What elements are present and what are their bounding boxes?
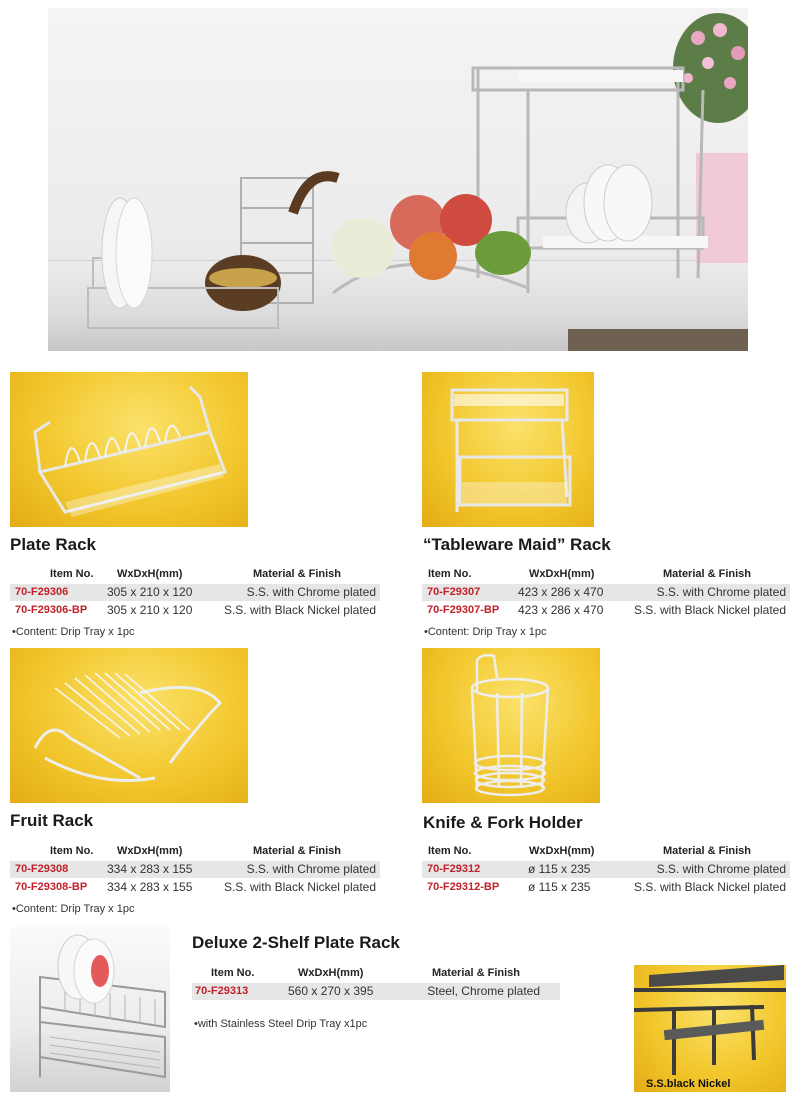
item-dims: 560 x 270 x 395 xyxy=(288,984,374,998)
item-code: 70-F29308 xyxy=(15,863,69,875)
column-header-dims: WxDxH(mm) xyxy=(298,967,364,979)
spec-table xyxy=(10,566,380,618)
content-note: •Content: Drip Tray x 1pc xyxy=(424,626,547,638)
column-header-dims: WxDxH(mm) xyxy=(117,845,183,857)
item-material: S.S. with Black Nickel plated xyxy=(223,603,376,617)
item-material: S.S. with Chrome plated xyxy=(246,585,376,599)
item-dims: 423 x 286 x 470 xyxy=(518,603,604,617)
product-title: Deluxe 2-Shelf Plate Rack xyxy=(192,933,400,952)
spec-table xyxy=(422,843,790,895)
column-header-item: Item No. xyxy=(428,845,472,857)
product-title: Knife & Fork Holder xyxy=(423,813,583,832)
item-code: 70-F29306 xyxy=(15,586,69,598)
black-nickel-swatch-photo xyxy=(634,965,786,1092)
spec-table xyxy=(10,843,380,895)
table-row xyxy=(422,861,790,878)
table-row xyxy=(422,879,790,896)
product-title: Fruit Rack xyxy=(10,811,94,830)
item-code: 70-F29307 xyxy=(427,586,481,598)
column-header-material: Material & Finish xyxy=(663,568,752,580)
content-note: •Content: Drip Tray x 1pc xyxy=(12,903,135,915)
column-header-dims: WxDxH(mm) xyxy=(529,845,595,857)
item-code: 70-F29312-BP xyxy=(427,881,500,893)
item-dims: 334 x 283 x 155 xyxy=(107,880,193,894)
item-dims: 423 x 286 x 470 xyxy=(518,585,604,599)
item-material: Steel, Chrome plated xyxy=(427,984,540,998)
table-row xyxy=(422,584,790,601)
item-dims: 334 x 283 x 155 xyxy=(107,862,193,876)
item-dims: ø 115 x 235 xyxy=(528,880,591,894)
table-row xyxy=(192,983,560,1000)
item-code: 70-F29306-BP xyxy=(15,604,88,616)
item-material: S.S. with Chrome plated xyxy=(246,862,376,876)
content-note: •Content: Drip Tray x 1pc xyxy=(12,626,135,638)
deluxe-plate-rack-photo xyxy=(10,927,170,1092)
item-dims: 305 x 210 x 120 xyxy=(107,603,193,617)
knife-fork-holder-photo xyxy=(422,648,600,803)
column-header-material: Material & Finish xyxy=(432,967,521,979)
column-header-item: Item No. xyxy=(428,568,472,580)
fruit-rack-photo xyxy=(10,648,248,803)
table-row xyxy=(422,602,790,619)
column-header-item: Item No. xyxy=(50,568,94,580)
item-material: S.S. with Chrome plated xyxy=(656,862,786,876)
content-note: •with Stainless Steel Drip Tray x1pc xyxy=(194,1018,368,1030)
spec-table xyxy=(422,566,790,618)
product-title: “Tableware Maid” Rack xyxy=(423,535,611,554)
tableware-maid-rack-photo xyxy=(422,372,594,527)
column-header-item: Item No. xyxy=(50,845,94,857)
column-header-dims: WxDxH(mm) xyxy=(529,568,595,580)
table-row xyxy=(10,879,380,896)
item-material: S.S. with Chrome plated xyxy=(656,585,786,599)
plate-rack-photo xyxy=(10,372,248,527)
column-header-dims: WxDxH(mm) xyxy=(117,568,183,580)
hero-kitchen-photo xyxy=(48,8,748,351)
item-material: S.S. with Black Nickel plated xyxy=(633,880,786,894)
column-header-material: Material & Finish xyxy=(253,568,342,580)
item-code: 70-F29313 xyxy=(195,985,249,997)
item-code: 70-F29312 xyxy=(427,863,481,875)
swatch-label: S.S.black Nickel xyxy=(646,1078,731,1090)
table-row xyxy=(10,584,380,601)
table-row xyxy=(10,602,380,619)
spec-table xyxy=(192,965,560,1001)
item-code: 70-F29308-BP xyxy=(15,881,88,893)
item-dims: ø 115 x 235 xyxy=(528,862,591,876)
column-header-material: Material & Finish xyxy=(253,845,342,857)
column-header-material: Material & Finish xyxy=(663,845,752,857)
item-dims: 305 x 210 x 120 xyxy=(107,585,193,599)
item-material: S.S. with Black Nickel plated xyxy=(633,603,786,617)
table-row xyxy=(10,861,380,878)
item-material: S.S. with Black Nickel plated xyxy=(223,880,376,894)
column-header-item: Item No. xyxy=(211,967,255,979)
product-title: Plate Rack xyxy=(10,535,96,554)
item-code: 70-F29307-BP xyxy=(427,604,500,616)
